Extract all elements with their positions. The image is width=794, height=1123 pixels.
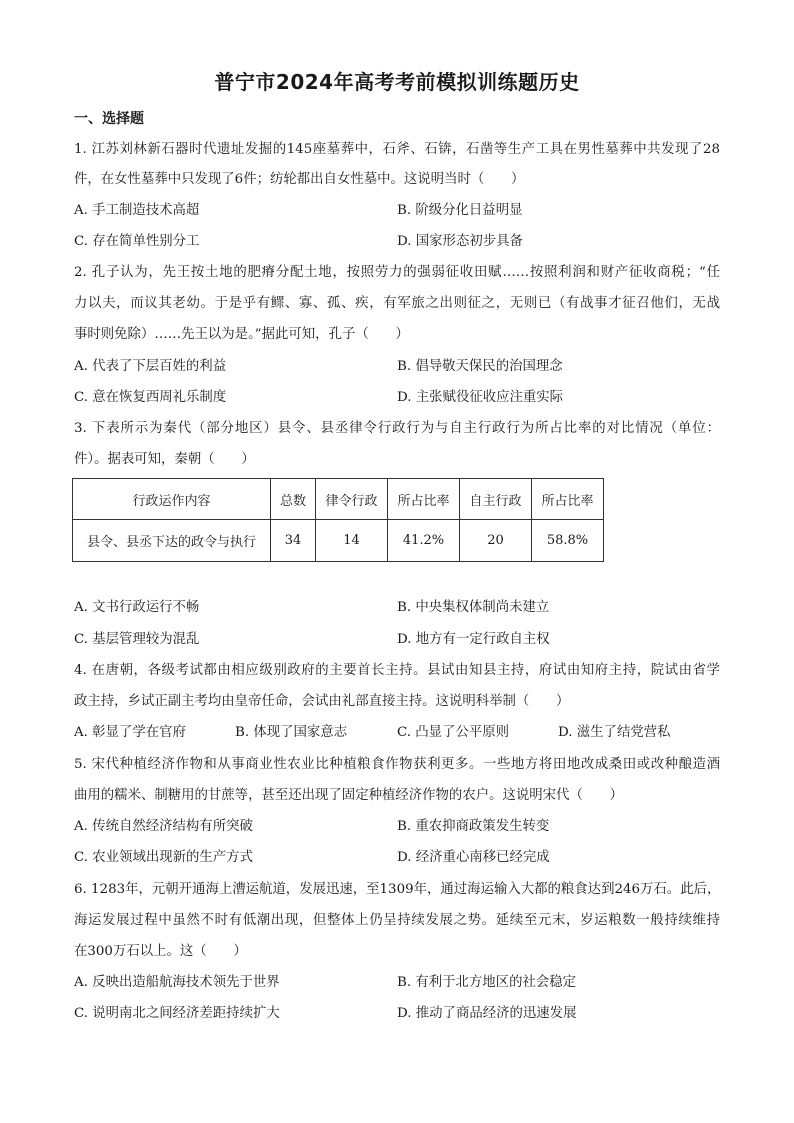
section-heading: 一、选择题 — [74, 111, 144, 127]
table-header-row — [73, 479, 604, 520]
question-5-option-a: A. 传统自然经济结构有所突破 — [74, 819, 253, 834]
question-5-option-b: B. 重农抑商政策发生转变 — [397, 819, 550, 834]
question-5-option-c: C. 农业领域出现新的生产方式 — [74, 850, 253, 865]
question-6-line-2: 海运发展过程中虽然不时有低潮出现，但整体上仍呈持续发展之势。延续至元末，岁运粮数一般持续维持 — [74, 913, 720, 928]
question-6-line-3: 在300万石以上。这（ ） — [74, 944, 247, 959]
question-6-option-c: C. 说明南北之间经济差距持续扩大 — [74, 1006, 280, 1021]
question-3-option-c: C. 基层管理较为混乱 — [74, 632, 200, 647]
question-4-line-1: 4. 在唐朝，各级考试都由相应级别政府的主要首长主持。县试由知县主持，府试由知府主持，院试由省学 — [74, 663, 720, 678]
question-2-line-3: 事时则免除）……先王以为是。”据此可知，孔子（ ） — [74, 327, 409, 342]
question-4-option-d: D. 滋生了结党营私 — [558, 725, 671, 740]
question-1-option-a: A. 手工制造技术高超 — [74, 203, 200, 218]
question-1-option-b: B. 阶级分化日益明显 — [397, 203, 523, 218]
question-3-option-b: B. 中央集权体制尚未建立 — [397, 600, 550, 615]
question-2-option-d: D. 主张赋役征收应注重实际 — [397, 390, 564, 405]
table-cell: 县令、县丞下达的政令与执行 — [73, 520, 271, 562]
table-header-cell: 总数 — [271, 479, 316, 520]
table-header-cell: 自主行政 — [460, 479, 532, 520]
question-1-line-1: 1. 江苏刘林新石器时代遗址发掘的145座墓葬中，石斧、石锛，石凿等生产工具在男性墓葬中共发现了28 — [74, 142, 720, 157]
question-6-line-1: 6. 1283年，元朝开通海上漕运航道，发展迅速，至1309年，通过海运输入大都的粮食达到246万石。此后， — [74, 882, 721, 897]
question-4-option-a: A. 彰显了学在官府 — [74, 725, 186, 740]
question-1-option-c: C. 存在简单性别分工 — [74, 234, 200, 249]
table-row — [73, 520, 604, 562]
question-2-option-c: C. 意在恢复西周礼乐制度 — [74, 390, 227, 405]
table-cell: 20 — [460, 520, 532, 562]
table-cell: 41.2% — [388, 520, 460, 562]
question-5-line-2: 曲用的糯米、制糖用的甘蔗等，甚至还出现了固定种植经济作物的农户。这说明宋代（ ） — [74, 788, 624, 803]
question-3-line-2: 件）。据表可知，秦朝（ ） — [74, 452, 255, 467]
table-cell: 14 — [316, 520, 388, 562]
question-5-option-d: D. 经济重心南移已经完成 — [397, 850, 550, 865]
question-3-option-a: A. 文书行政运行不畅 — [74, 600, 200, 615]
question-2-option-b: B. 倡导敬天保民的治国理念 — [397, 359, 563, 374]
question-2-line-1: 2. 孔子认为，先王按土地的肥瘠分配土地，按照劳力的强弱征收田赋……按照利润和财产征收商税；“任 — [74, 265, 720, 280]
question-4-option-b: B. 体现了国家意志 — [235, 725, 348, 740]
table-header-cell: 所占比率 — [532, 479, 604, 520]
question-5-line-1: 5. 宋代种植经济作物和从事商业性农业比种植粮食作物获利更多。一些地方将田地改成桑田或改种酿造酒 — [74, 757, 720, 772]
question-2-option-a: A. 代表了下层百姓的利益 — [74, 359, 227, 374]
table-header-cell: 行政运作内容 — [73, 479, 271, 520]
table-header-cell: 律令行政 — [316, 479, 388, 520]
question-1-line-2: 件，在女性墓葬中只发现了6件；纺轮都出自女性墓中。这说明当时（ ） — [74, 172, 525, 187]
table-header-cell: 所占比率 — [388, 479, 460, 520]
question-6-option-d: D. 推动了商品经济的迅速发展 — [397, 1006, 577, 1021]
table-cell: 34 — [271, 520, 316, 562]
question-3-option-d: D. 地方有一定行政自主权 — [397, 632, 550, 647]
table-cell: 58.8% — [532, 520, 604, 562]
question-4-option-c: C. 凸显了公平原则 — [397, 725, 510, 740]
question-2-line-2: 力以夫，而议其老幼。于是乎有鳏、寡、孤、疾，有军旅之出则征之，无则已（有战事才征召他们，无战 — [74, 296, 720, 311]
question-6-option-a: A. 反映出造船航海技术领先于世界 — [74, 975, 280, 990]
question-4-line-2: 政主持，乡试正副主考均由皇帝任命，会试由礼部直接主持。这说明科举制（ ） — [74, 694, 570, 709]
page-title: 普宁市2024年高考考前模拟训练题历史 — [214, 70, 580, 94]
question-6-option-b: B. 有利于北方地区的社会稳定 — [397, 975, 577, 990]
question-3-line-1: 3. 下表所示为秦代（部分地区）县令、县丞律令行政行为与自主行政行为所占比率的对比情况（单位： — [74, 421, 720, 436]
administration-table — [72, 478, 604, 562]
question-1-option-d: D. 国家形态初步具备 — [397, 234, 523, 249]
